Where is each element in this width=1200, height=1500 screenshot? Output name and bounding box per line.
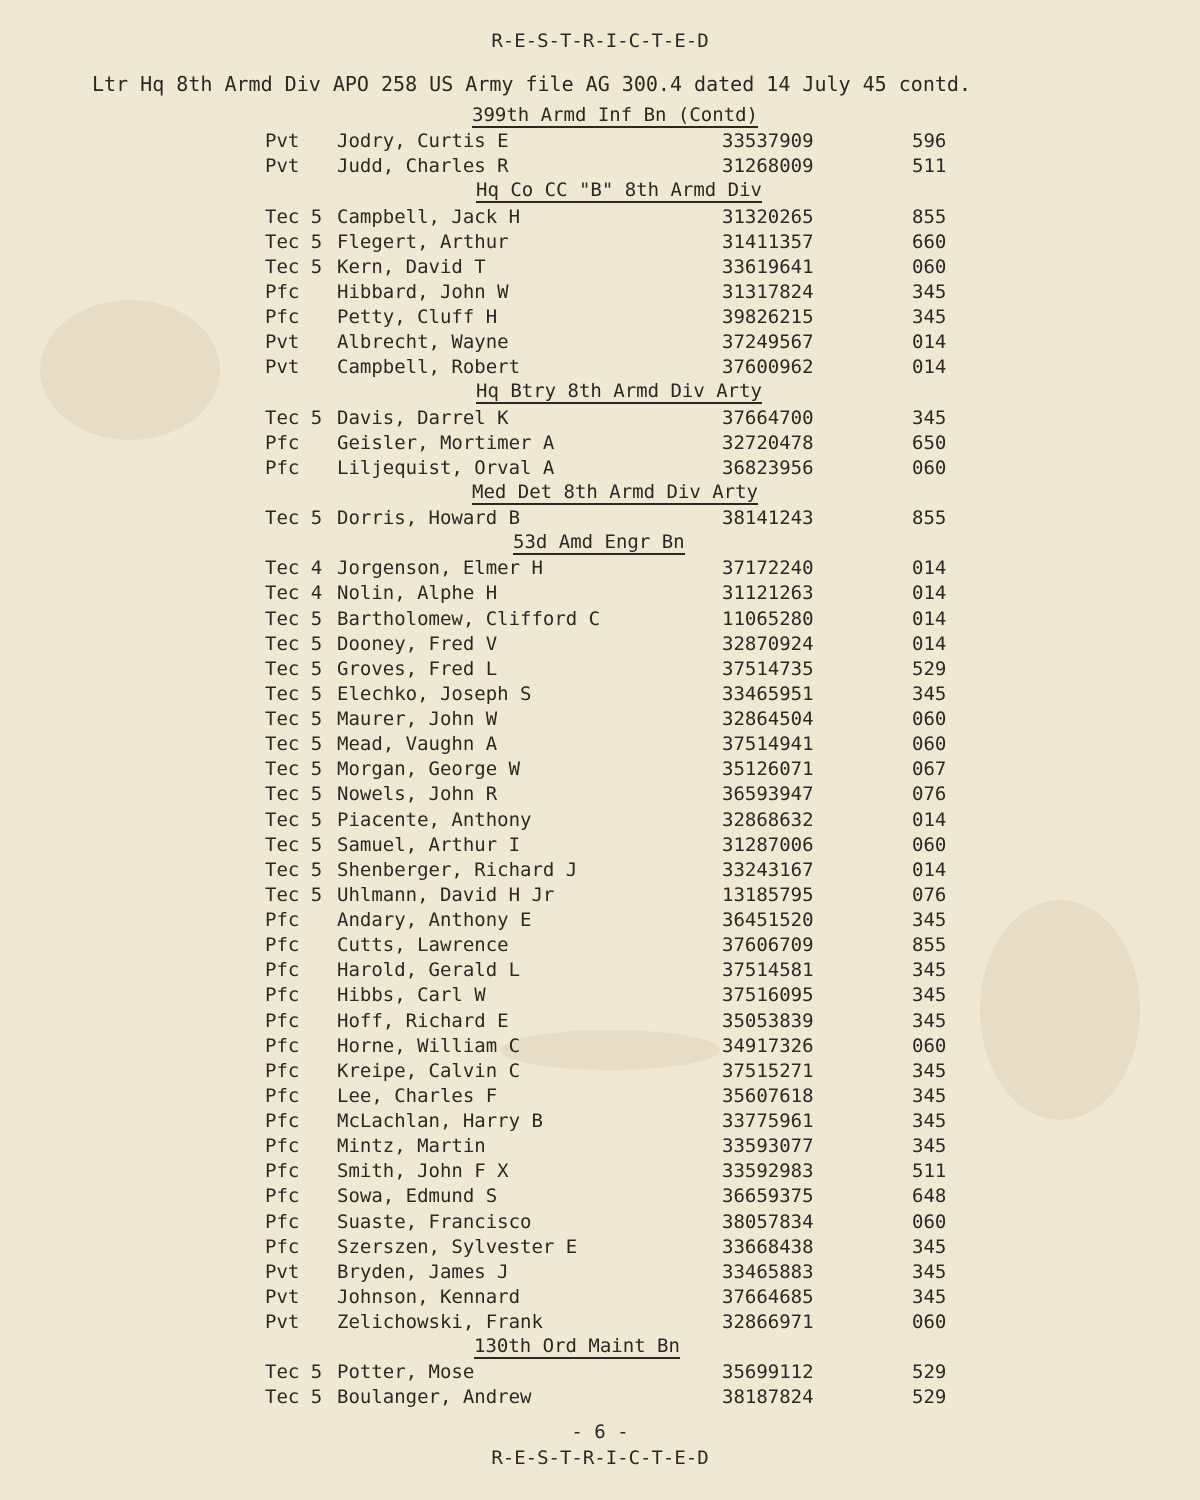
mos-code: 855 xyxy=(912,507,947,529)
mos-code: 345 xyxy=(912,1059,947,1082)
soldier-name: Samuel, Arthur I xyxy=(337,833,521,856)
roster-entry-row xyxy=(0,1210,1200,1235)
mos-code: 596 xyxy=(912,130,947,153)
rank: Pvt xyxy=(265,356,300,379)
soldier-name: Szerszen, Sylvester E xyxy=(337,1235,578,1258)
letter-reference: Ltr Hq 8th Armd Div APO 258 US Army file AG 300.4 dated 14 July 45 contd. xyxy=(92,72,971,96)
roster-entry-row xyxy=(0,983,1200,1008)
soldier-name: Bartholomew, Clifford C xyxy=(337,607,601,630)
mos-code: 345 xyxy=(912,280,947,303)
serial-number: 36823956 xyxy=(722,456,814,479)
serial-number: 37515271 xyxy=(722,1059,814,1082)
mos-code: 014 xyxy=(912,607,947,630)
mos-code: 345 xyxy=(912,682,947,705)
soldier-name: Hibbard, John W xyxy=(337,280,509,303)
rank: Pfc xyxy=(265,1210,300,1233)
mos-code: 345 xyxy=(912,909,947,931)
roster-entry-row xyxy=(0,1034,1200,1059)
soldier-name: Hoff, Richard E xyxy=(337,1009,509,1032)
roster-entry-row xyxy=(0,707,1200,732)
soldier-name: Kern, David T xyxy=(337,255,486,278)
soldier-name: Geisler, Mortimer A xyxy=(337,431,555,454)
serial-number: 37606709 xyxy=(722,934,814,957)
rank: Pfc xyxy=(265,1110,300,1132)
serial-number: 36593947 xyxy=(722,783,814,806)
rank: Pvt xyxy=(265,331,300,354)
rank: Pfc xyxy=(265,1009,300,1032)
serial-number: 37514581 xyxy=(722,959,814,982)
mos-code: 014 xyxy=(912,356,947,379)
mos-code: 529 xyxy=(912,1386,947,1409)
roster-entry-row xyxy=(0,581,1200,606)
rank: Tec 5 xyxy=(265,507,323,529)
rank: Pvt xyxy=(265,155,300,178)
soldier-name: Smith, John F X xyxy=(337,1160,509,1183)
serial-number: 36659375 xyxy=(722,1185,814,1208)
rank: Tec 5 xyxy=(265,406,323,429)
mos-code: 529 xyxy=(912,657,947,680)
serial-number: 32864504 xyxy=(722,708,814,730)
soldier-name: Uhlmann, David H Jr xyxy=(337,883,555,906)
soldier-name: Dorris, Howard B xyxy=(337,507,521,529)
roster-entry-row xyxy=(0,305,1200,330)
serial-number: 33537909 xyxy=(722,130,814,153)
serial-number: 35607618 xyxy=(722,1084,814,1107)
mos-code: 014 xyxy=(912,632,947,655)
classification-footer: R-E-S-T-R-I-C-T-E-D xyxy=(491,1447,709,1469)
serial-number: 33465951 xyxy=(722,682,814,705)
roster-entry-row xyxy=(0,1134,1200,1159)
soldier-name: Johnson, Kennard xyxy=(337,1285,521,1308)
serial-number: 31121263 xyxy=(722,582,814,605)
serial-number: 35699112 xyxy=(722,1361,814,1384)
rank: Pfc xyxy=(265,431,300,454)
unit-title: Hq Btry 8th Armd Div Arty xyxy=(476,380,762,403)
rank: Tec 5 xyxy=(265,632,323,655)
mos-code: 060 xyxy=(912,1311,947,1333)
roster-entry-row xyxy=(0,607,1200,632)
soldier-name: Harold, Gerald L xyxy=(337,959,521,982)
roster-entry-row xyxy=(0,657,1200,682)
rank: Tec 5 xyxy=(265,1386,323,1409)
serial-number: 31287006 xyxy=(722,833,814,856)
soldier-name: Jorgenson, Elmer H xyxy=(337,557,543,580)
roster-entry-row xyxy=(0,908,1200,933)
rank: Pvt xyxy=(265,1260,300,1283)
rank: Tec 5 xyxy=(265,758,323,781)
personnel-roster xyxy=(0,104,1200,1411)
roster-entry-row xyxy=(0,682,1200,707)
mos-code: 855 xyxy=(912,934,947,957)
roster-entry-row xyxy=(0,230,1200,255)
unit-header-row xyxy=(0,179,1200,204)
roster-entry-row xyxy=(0,556,1200,581)
soldier-name: Campbell, Robert xyxy=(337,356,521,379)
classification-header: R-E-S-T-R-I-C-T-E-D xyxy=(491,30,709,52)
rank: Pfc xyxy=(265,456,300,479)
roster-entry-row xyxy=(0,958,1200,983)
mos-code: 014 xyxy=(912,858,947,881)
unit-title: 130th Ord Maint Bn xyxy=(474,1335,680,1358)
roster-entry-row xyxy=(0,1360,1200,1385)
rank: Tec 5 xyxy=(265,205,323,228)
mos-code: 060 xyxy=(912,1210,947,1233)
rank: Pvt xyxy=(265,1285,300,1308)
soldier-name: Sowa, Edmund S xyxy=(337,1185,498,1208)
rank: Pfc xyxy=(265,306,300,328)
mos-code: 076 xyxy=(912,783,947,806)
serial-number: 37664700 xyxy=(722,406,814,429)
soldier-name: Nowels, John R xyxy=(337,783,498,806)
serial-number: 37514735 xyxy=(722,657,814,680)
rank: Tec 4 xyxy=(265,557,323,580)
mos-code: 511 xyxy=(912,1160,947,1183)
roster-entry-row xyxy=(0,933,1200,958)
mos-code: 014 xyxy=(912,808,947,831)
roster-entry-row xyxy=(0,1285,1200,1310)
soldier-name: McLachlan, Harry B xyxy=(337,1110,543,1132)
serial-number: 37172240 xyxy=(722,557,814,580)
mos-code: 345 xyxy=(912,1135,947,1158)
serial-number: 32868632 xyxy=(722,808,814,831)
roster-entry-row xyxy=(0,833,1200,858)
roster-entry-row xyxy=(0,632,1200,657)
serial-number: 37249567 xyxy=(722,331,814,354)
unit-header-row xyxy=(0,481,1200,506)
mos-code: 060 xyxy=(912,456,947,479)
serial-number: 37600962 xyxy=(722,356,814,379)
soldier-name: Groves, Fred L xyxy=(337,657,498,680)
soldier-name: Albrecht, Wayne xyxy=(337,331,509,354)
rank: Pfc xyxy=(265,1034,300,1057)
soldier-name: Shenberger, Richard J xyxy=(337,858,578,881)
rank: Pfc xyxy=(265,1235,300,1258)
serial-number: 32720478 xyxy=(722,431,814,454)
unit-header-row xyxy=(0,104,1200,129)
mos-code: 511 xyxy=(912,155,947,178)
roster-entry-row xyxy=(0,205,1200,230)
mos-code: 060 xyxy=(912,255,947,278)
roster-entry-row xyxy=(0,1059,1200,1084)
soldier-name: Davis, Darrel K xyxy=(337,406,509,429)
roster-entry-row xyxy=(0,1235,1200,1260)
soldier-name: Maurer, John W xyxy=(337,708,498,730)
mos-code: 345 xyxy=(912,306,947,328)
mos-code: 076 xyxy=(912,883,947,906)
roster-entry-row xyxy=(0,129,1200,154)
mos-code: 014 xyxy=(912,331,947,354)
soldier-name: Suaste, Francisco xyxy=(337,1210,532,1233)
soldier-name: Mead, Vaughn A xyxy=(337,733,498,756)
soldier-name: Petty, Cluff H xyxy=(337,306,498,328)
soldier-name: Campbell, Jack H xyxy=(337,205,521,228)
roster-entry-row xyxy=(0,456,1200,481)
mos-code: 060 xyxy=(912,733,947,756)
serial-number: 39826215 xyxy=(722,306,814,328)
soldier-name: Dooney, Fred V xyxy=(337,632,498,655)
roster-entry-row xyxy=(0,280,1200,305)
roster-entry-row xyxy=(0,808,1200,833)
soldier-name: Piacente, Anthony xyxy=(337,808,532,831)
rank: Tec 4 xyxy=(265,582,323,605)
serial-number: 38187824 xyxy=(722,1386,814,1409)
serial-number: 33619641 xyxy=(722,255,814,278)
rank: Tec 5 xyxy=(265,883,323,906)
serial-number: 11065280 xyxy=(722,607,814,630)
mos-code: 060 xyxy=(912,833,947,856)
serial-number: 36451520 xyxy=(722,909,814,931)
rank: Pfc xyxy=(265,1135,300,1158)
rank: Pfc xyxy=(265,1059,300,1082)
rank: Pvt xyxy=(265,1311,300,1333)
rank: Tec 5 xyxy=(265,682,323,705)
soldier-name: Horne, William C xyxy=(337,1034,521,1057)
soldier-name: Boulanger, Andrew xyxy=(337,1386,532,1409)
unit-title: Hq Co CC "B" 8th Armd Div xyxy=(476,179,762,202)
mos-code: 345 xyxy=(912,1009,947,1032)
serial-number: 32866971 xyxy=(722,1311,814,1333)
roster-entry-row xyxy=(0,1009,1200,1034)
mos-code: 855 xyxy=(912,205,947,228)
serial-number: 33775961 xyxy=(722,1110,814,1132)
mos-code: 345 xyxy=(912,1260,947,1283)
rank: Tec 5 xyxy=(265,607,323,630)
rank: Pfc xyxy=(265,909,300,931)
roster-entry-row xyxy=(0,506,1200,531)
roster-entry-row xyxy=(0,355,1200,380)
soldier-name: Liljequist, Orval A xyxy=(337,456,555,479)
serial-number: 37516095 xyxy=(722,984,814,1007)
soldier-name: Flegert, Arthur xyxy=(337,230,509,253)
rank: Pfc xyxy=(265,959,300,982)
serial-number: 13185795 xyxy=(722,883,814,906)
serial-number: 38057834 xyxy=(722,1210,814,1233)
rank: Pvt xyxy=(265,130,300,153)
mos-code: 014 xyxy=(912,557,947,580)
roster-entry-row xyxy=(0,757,1200,782)
unit-header-row xyxy=(0,531,1200,556)
rank: Tec 5 xyxy=(265,808,323,831)
soldier-name: Judd, Charles R xyxy=(337,155,509,178)
roster-entry-row xyxy=(0,1109,1200,1134)
soldier-name: Elechko, Joseph S xyxy=(337,682,532,705)
serial-number: 31320265 xyxy=(722,205,814,228)
mos-code: 345 xyxy=(912,406,947,429)
roster-entry-row xyxy=(0,1310,1200,1335)
mos-code: 060 xyxy=(912,708,947,730)
rank: Pfc xyxy=(265,280,300,303)
mos-code: 660 xyxy=(912,230,947,253)
rank: Tec 5 xyxy=(265,858,323,881)
mos-code: 529 xyxy=(912,1361,947,1384)
soldier-name: Hibbs, Carl W xyxy=(337,984,486,1007)
mos-code: 345 xyxy=(912,1235,947,1258)
mos-code: 345 xyxy=(912,1110,947,1132)
soldier-name: Morgan, George W xyxy=(337,758,521,781)
serial-number: 35126071 xyxy=(722,758,814,781)
roster-entry-row xyxy=(0,330,1200,355)
roster-entry-row xyxy=(0,1084,1200,1109)
mos-code: 345 xyxy=(912,984,947,1007)
serial-number: 33465883 xyxy=(722,1260,814,1283)
rank: Pfc xyxy=(265,1160,300,1183)
rank: Tec 5 xyxy=(265,783,323,806)
unit-header-row xyxy=(0,1335,1200,1360)
mos-code: 650 xyxy=(912,431,947,454)
roster-entry-row xyxy=(0,1385,1200,1410)
roster-entry-row xyxy=(0,782,1200,807)
rank: Tec 5 xyxy=(265,833,323,856)
roster-entry-row xyxy=(0,732,1200,757)
roster-entry-row xyxy=(0,1184,1200,1209)
serial-number: 37664685 xyxy=(722,1285,814,1308)
soldier-name: Bryden, James J xyxy=(337,1260,509,1283)
serial-number: 33668438 xyxy=(722,1235,814,1258)
mos-code: 648 xyxy=(912,1185,947,1208)
roster-entry-row xyxy=(0,431,1200,456)
rank: Pfc xyxy=(265,1185,300,1208)
mos-code: 060 xyxy=(912,1034,947,1057)
roster-entry-row xyxy=(0,1260,1200,1285)
serial-number: 32870924 xyxy=(722,632,814,655)
unit-title: 399th Armd Inf Bn (Contd) xyxy=(472,104,758,126)
serial-number: 31268009 xyxy=(722,155,814,178)
roster-entry-row xyxy=(0,883,1200,908)
serial-number: 33243167 xyxy=(722,858,814,881)
rank: Tec 5 xyxy=(265,1361,323,1384)
serial-number: 34917326 xyxy=(722,1034,814,1057)
page-number: - 6 - xyxy=(571,1421,629,1443)
soldier-name: Lee, Charles F xyxy=(337,1084,498,1107)
rank: Pfc xyxy=(265,934,300,957)
mos-code: 345 xyxy=(912,1084,947,1107)
soldier-name: Zelichowski, Frank xyxy=(337,1311,543,1333)
unit-title: 53d Amd Engr Bn xyxy=(513,531,685,554)
serial-number: 31411357 xyxy=(722,230,814,253)
soldier-name: Mintz, Martin xyxy=(337,1135,486,1158)
soldier-name: Nolin, Alphe H xyxy=(337,582,498,605)
serial-number: 38141243 xyxy=(722,507,814,529)
soldier-name: Potter, Mose xyxy=(337,1361,475,1384)
roster-entry-row xyxy=(0,1159,1200,1184)
rank: Pfc xyxy=(265,1084,300,1107)
mos-code: 345 xyxy=(912,959,947,982)
serial-number: 35053839 xyxy=(722,1009,814,1032)
mos-code: 067 xyxy=(912,758,947,781)
roster-entry-row xyxy=(0,406,1200,431)
mos-code: 014 xyxy=(912,582,947,605)
soldier-name: Cutts, Lawrence xyxy=(337,934,509,957)
roster-entry-row xyxy=(0,255,1200,280)
rank: Tec 5 xyxy=(265,255,323,278)
rank: Tec 5 xyxy=(265,657,323,680)
roster-entry-row xyxy=(0,154,1200,179)
rank: Tec 5 xyxy=(265,733,323,756)
soldier-name: Andary, Anthony E xyxy=(337,909,532,931)
rank: Tec 5 xyxy=(265,708,323,730)
roster-entry-row xyxy=(0,858,1200,883)
soldier-name: Kreipe, Calvin C xyxy=(337,1059,521,1082)
rank: Tec 5 xyxy=(265,230,323,253)
soldier-name: Jodry, Curtis E xyxy=(337,130,509,153)
serial-number: 37514941 xyxy=(722,733,814,756)
unit-header-row xyxy=(0,380,1200,405)
unit-title: Med Det 8th Armd Div Arty xyxy=(472,480,758,503)
rank: Pfc xyxy=(265,984,300,1007)
serial-number: 31317824 xyxy=(722,280,814,303)
serial-number: 33593077 xyxy=(722,1135,814,1158)
serial-number: 33592983 xyxy=(722,1160,814,1183)
mos-code: 345 xyxy=(912,1285,947,1308)
